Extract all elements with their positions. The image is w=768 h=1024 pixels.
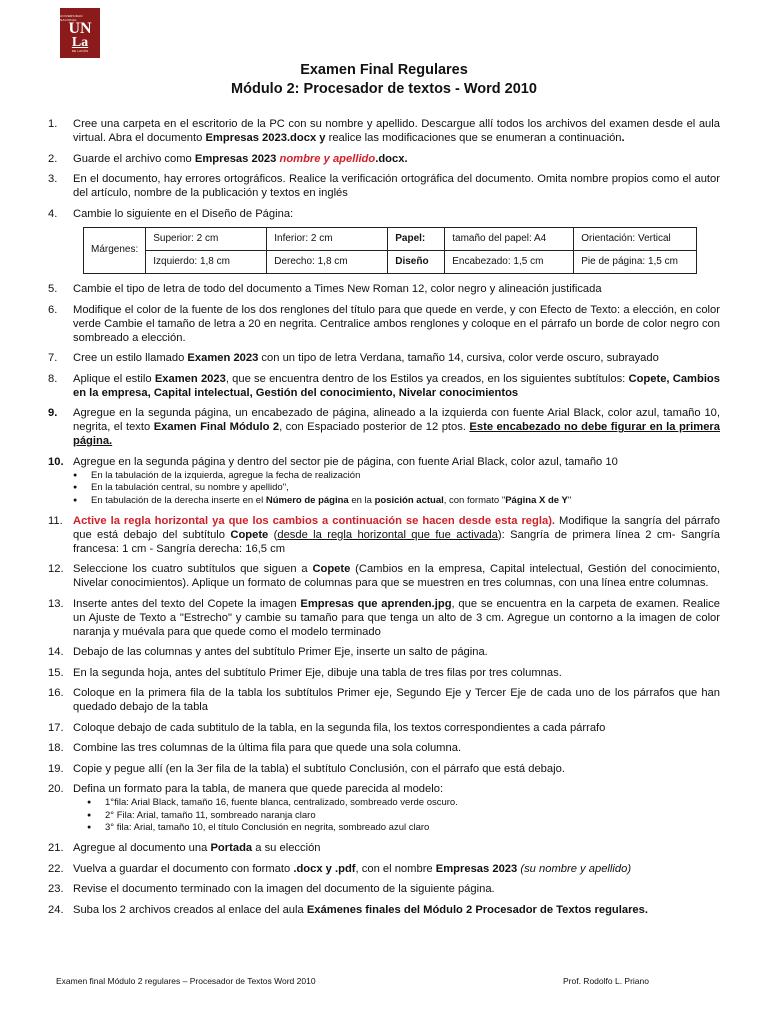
item-number: 20. <box>48 783 64 795</box>
text-bold: .docx y .pdf <box>293 862 356 875</box>
item-text <box>73 862 720 876</box>
item-text <box>73 841 720 855</box>
text-bold: Examen 2023 <box>187 352 259 364</box>
item-number: 7. <box>48 352 58 364</box>
item-number: 23. <box>48 883 64 895</box>
item-text <box>73 152 720 166</box>
text-underline: desde la regla horizontal que fue activada <box>277 528 498 541</box>
list-item <box>48 406 720 448</box>
table-cell: Papel: <box>388 227 445 250</box>
sub-list-item: ● 1°fila: Arial Black, tamaño 16, fuente blanca, centralizado, sombreado verde oscuro. <box>87 797 720 810</box>
item-number: 15. <box>48 666 64 679</box>
text-bold: Examen 2023 <box>154 372 226 385</box>
item-number: 10. <box>48 455 64 468</box>
text-bold: Portada <box>210 842 253 854</box>
item-number: 11. <box>48 514 63 527</box>
item-text: Coloque en la primera fila de la tabla los subtítulos Primer eje, Segundo Eje y Tercer Eje de cada uno de los párrafos que han quedado debajo de la tabla <box>73 687 720 713</box>
item-number: 19. <box>48 762 64 775</box>
text-span: Modifique la sangría del párrafo que está debajo del subtítulo <box>73 514 721 541</box>
list-item <box>48 841 720 855</box>
list-item <box>48 686 720 714</box>
item-text: Coloque debajo de cada subtitulo de la tabla, en la segunda fila, los textos correspondientes a cada párrafo <box>73 721 606 734</box>
list-item <box>48 207 720 276</box>
item-number: 16. <box>48 687 64 699</box>
text-span: , que se encuentra en la carpeta de examen. Realice un Ajuste de Texto a "Estrecho" y cambie su tamaño para que tenga un alto de 3 cm. Agregue un contorno a la imagen de color naranja y muévala para que quede como el modelo terminado <box>73 597 720 638</box>
item-text <box>73 597 720 639</box>
text-span: Agregue al documento una <box>73 842 211 854</box>
text-span: a su elección <box>252 842 321 854</box>
item-text: Copie y pegue allí (en la 3er fila de la tabla) el subtítulo Conclusión, con el párrafo que está debajo. <box>73 762 565 775</box>
text-bold: posición actual <box>374 494 444 506</box>
table-cell: Encabezado: 1,5 cm <box>445 250 574 273</box>
list-item <box>48 721 720 735</box>
text-span: Cree un estilo llamado <box>73 352 188 364</box>
text-bold: Empresas 2023.docx y <box>205 132 326 144</box>
page-setup-table <box>83 227 697 274</box>
list-item <box>48 562 720 590</box>
text-span: , con el nombre <box>355 862 436 875</box>
item-number: 4. <box>48 207 58 220</box>
item-text <box>73 903 720 917</box>
text-span: Agregue en la segunda página y dentro del sector pie de página, con fuente Arial Black, color azul, tamaño 10 <box>73 455 618 468</box>
sub-list-item: ● 3° fila: Arial, tamaño 10, el título Conclusión en negrita, sombreado azul claro <box>87 822 720 835</box>
list-item <box>48 597 720 639</box>
table-cell: Orientación: Vertical <box>574 227 697 250</box>
text-span: , que se encuentra dentro de los Estilos ya creados, en los siguientes subtítulos: <box>225 372 629 385</box>
table-cell: Márgenes: <box>84 227 146 273</box>
exam-title: Examen Final Regulares <box>300 62 468 78</box>
table-cell: Diseño <box>388 250 445 273</box>
list-item <box>48 282 720 296</box>
text-span: En tabulación de la derecha inserte en el <box>91 494 266 506</box>
item-number: 1. <box>48 118 58 130</box>
text-span: Cree una carpeta en el escritorio de la PC con su nombre y apellido. Descargue allí todos los archivos del examen desde el aula virtual. Abra el documento <box>73 118 720 144</box>
item-text <box>73 406 720 448</box>
text-bold: Empresas 2023 <box>435 862 518 875</box>
footer-left: Examen final Módulo 2 regulares – Procesador de Textos Word 2010 <box>56 976 316 986</box>
text-span: Vuelva a guardar el documento con formato <box>73 862 294 875</box>
text-span: con un tipo de letra Verdana, tamaño 14, cursiva, color verde oscuro, subrayado <box>258 352 659 364</box>
text-bold: .docx. <box>375 152 408 165</box>
list-item <box>48 455 720 508</box>
item-text: En la segunda hoja, antes del subtítulo Primer Eje, dibuje una tabla de tres filas por tres columnas. <box>73 666 562 679</box>
text-bold: Exámenes finales del Módulo 2 Procesador de Textos regulares. <box>306 903 648 916</box>
item-text <box>73 562 720 590</box>
text-bold-underline: Este encabezado no debe figurar en la primera página. <box>73 421 720 447</box>
footer-right: Prof. Rodolfo L. Priano <box>563 976 649 986</box>
list-item <box>48 303 720 345</box>
text-italic: (su nombre y apellido) <box>517 862 632 875</box>
list-item <box>48 741 720 755</box>
sub-list-item: ● En la tabulación central, su nombre y apellido", <box>73 482 720 495</box>
list-item <box>48 172 720 200</box>
text-red-bold: Active la regla horizontal ya que los cambios a continuación se hacen desde esta regla <box>73 514 549 527</box>
text-bold: Número de página <box>265 494 349 506</box>
text-bold: Copete, Cambios en la empresa, Capital intelectual, Gestión del conocimiento, Nivelar conocimientos <box>73 372 720 399</box>
text-bold: Página X de Y <box>505 494 568 506</box>
item-text <box>73 455 720 508</box>
list-item <box>48 782 720 835</box>
text-span: " <box>567 494 572 506</box>
item-number: 17. <box>48 721 64 734</box>
text-span: , con formato " <box>443 494 506 506</box>
item-text: Cambie el tipo de letra de todo del documento a Times New Roman 12, color negro y alineación justificada <box>73 283 602 295</box>
text-span: Inserte antes del texto del Copete la imagen <box>73 597 301 610</box>
item-number: 2. <box>48 152 58 165</box>
text-red-bold: ). <box>548 514 556 527</box>
item-number: 14. <box>48 646 64 658</box>
logo-un: UN <box>68 19 92 37</box>
item-text: En el documento, hay errores ortográficos. Realice la verificación ortográfica del documento. Omita nombre propios como el autor del artículo, nombre de la publicación y textos en inglés <box>73 173 720 199</box>
item-text <box>73 207 720 276</box>
text-span: ( <box>268 528 278 541</box>
text-span: Cambie lo siguiente en el Diseño de Página: <box>73 207 294 220</box>
item-text <box>73 117 720 145</box>
list-item <box>48 882 720 896</box>
logo-text-top: UNIVERSIDAD NACIONAL <box>60 13 83 22</box>
item-number: 24. <box>48 903 64 916</box>
list-item <box>48 351 720 365</box>
university-logo <box>60 8 100 58</box>
item-number: 22. <box>48 862 64 875</box>
item-number: 21. <box>48 842 64 854</box>
text-span: Aplique el estilo <box>73 372 155 385</box>
table-cell: Izquierdo: 1,8 cm <box>146 250 267 273</box>
text-span: Seleccione los cuatro subtítulos que siguen a <box>73 563 313 575</box>
exam-subtitle: Módulo 2: Procesador de textos - Word 2010 <box>231 81 537 97</box>
text-bold: Copete <box>230 528 269 541</box>
text-span: realice las modificaciones que se enumeran a continuación <box>325 132 622 144</box>
sub-list-item: ● En la tabulación de la izquierda, agregue la fecha de realización <box>73 470 720 483</box>
sub-list-item: ● 2° Fila: Arial, tamaño 11, sombreado naranja claro <box>87 810 720 823</box>
list-item <box>48 117 720 145</box>
list-item <box>48 903 720 917</box>
item-number: 9. <box>48 407 58 419</box>
item-number: 5. <box>48 283 58 295</box>
item-text <box>73 782 720 835</box>
list-item <box>48 862 720 876</box>
text-bold: Copete <box>312 563 351 575</box>
sub-list-item <box>73 495 720 508</box>
list-item <box>48 762 720 776</box>
sub-list <box>87 797 720 835</box>
text-span: Agregue en la segunda página, un encabezado de página, alineado a la izquierda con fuente Arial Black, color azul, tamaño 10, negrita, el texto <box>73 407 720 433</box>
text-red-italic: nombre y apellido <box>279 152 376 165</box>
logo-text-bottom: DE LANÚS <box>71 48 89 53</box>
list-item <box>48 514 720 556</box>
text-bold: Empresas que aprenden.jpg <box>300 597 452 610</box>
text-span: Guarde el archivo como <box>73 152 195 165</box>
item-text <box>73 351 720 365</box>
item-text <box>73 514 720 556</box>
item-text <box>73 372 720 400</box>
text-span: , con Espaciado posterior de 12 ptos. <box>279 421 470 433</box>
table-cell: Inferior: 2 cm <box>267 227 388 250</box>
text-span: (Cambios en la empresa, Capital intelectual, Gestión del conocimiento, Nivelar conocimientos). Aplique un formato de columnas para que se muestren en tres columnas, con una línea entre columnas. <box>73 563 720 589</box>
list-item <box>48 666 720 680</box>
text-span: Suba los 2 archivos creados al enlace del aula <box>73 903 307 916</box>
item-number: 3. <box>48 173 58 185</box>
item-text: Revise el documento terminado con la imagen del documento de la siguiente página. <box>73 883 495 895</box>
item-number: 6. <box>48 303 58 316</box>
text-bold: . <box>621 132 625 144</box>
text-span: ): Sangría de primera línea 2 cm- Sangría francesa: 1 cm - Sangría derecha: 16,5 cm <box>73 528 720 555</box>
table-cell: Pie de página: 1,5 cm <box>574 250 697 273</box>
instructions-list <box>48 117 720 923</box>
item-number: 12. <box>48 563 64 575</box>
list-item <box>48 645 720 659</box>
logo-la: La <box>71 34 89 50</box>
item-number: 13. <box>48 597 64 610</box>
sub-list <box>73 470 720 508</box>
text-bold: Examen Final Módulo 2 <box>153 421 280 433</box>
item-text: Combine las tres columnas de la última fila para que quede una sola columna. <box>73 742 462 754</box>
text-span: en la <box>348 494 375 506</box>
list-item <box>48 372 720 400</box>
item-number: 8. <box>48 372 58 385</box>
table-cell: Superior: 2 cm <box>146 227 267 250</box>
list-item <box>48 152 720 166</box>
item-text: Debajo de las columnas y antes del subtítulo Primer Eje, inserte un salto de página. <box>73 646 488 658</box>
text-bold: Empresas 2023 <box>194 152 280 165</box>
text-span: Defina un formato para la tabla, de manera que quede parecida al modelo: <box>73 783 444 795</box>
table-cell: Derecho: 1,8 cm <box>267 250 388 273</box>
item-number: 18. <box>48 742 64 754</box>
item-text: Modifique el color de la fuente de los dos renglones del título para que quede en verde, y con Efecto de Texto: a elección, en color verde Cambie el tamaño de letra a 20 en negrita. Centralice ambos renglones y coloque en el párrafo un borde de color negro con sombreado a elección. <box>73 303 720 344</box>
table-cell: tamaño del papel: A4 <box>445 227 574 250</box>
